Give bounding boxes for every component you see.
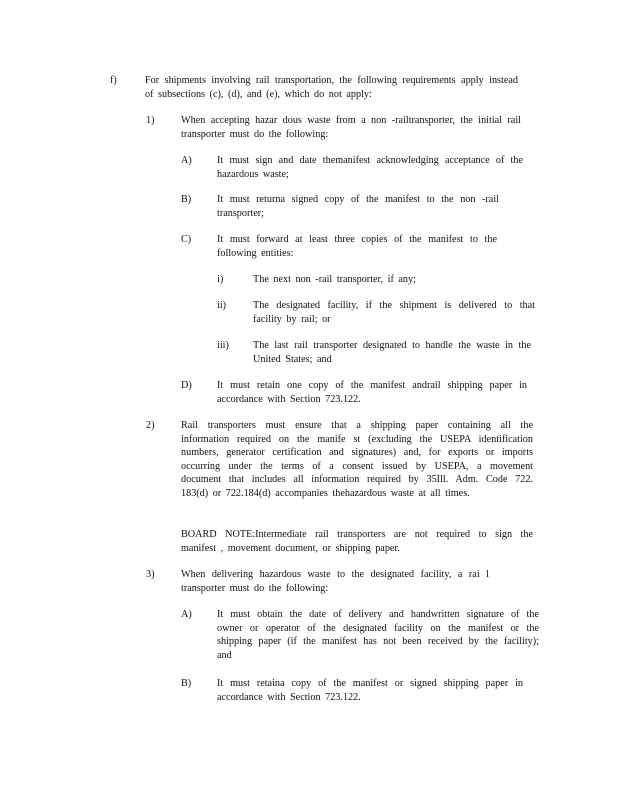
paragraph-1-A-text: It must sign and date themanifest acknowledging acceptance of the hazardous waste; [217,155,523,180]
paragraph-1-C-ii-marker: ii) [217,300,227,311]
paragraph-3-text: When delivering hazardous waste to the designated facility, a rai l transporter must do the following: [181,569,489,594]
paragraph-1-text: When accepting hazar dous waste from a non -railtransporter, the initial rail transporter must do the following: [181,115,521,140]
paragraph-1-C-iii-text: The last rail transporter designated to handle the waste in the United States; and [253,340,531,365]
paragraph-1-marker: 1) [146,115,155,126]
paragraph-3-B-text: It must retaina copy of the manifest or signed shipping paper in accordance with Section 723.122. [217,678,523,703]
paragraph-1-B-text: It must returna signed copy of the manifest to the non -rail transporter; [217,194,499,219]
board-note-text: BOARD NOTE:Intermediate rail transporters are not required to sign the manifest , movement document, or shipping paper. [181,529,533,554]
subsection-f-text: For shipments involving rail transportation, the following requirements apply instead of subsections (c), (d), and (e), which do not apply: [145,75,518,100]
paragraph-1-D-marker: D) [181,380,192,391]
paragraph-1-B-marker: B) [181,194,192,205]
paragraph-1-C-text: It must forward at least three copies of the manifest to the following entities: [217,234,497,259]
subsection-f-marker: f) [110,75,117,86]
paragraph-2-text: Rail transporters must ensure that a shipping paper containing all the information required on the manife st (excluding the USEPA identification numbers, generator certification and signatures) and, for exports or imports occurring under the terms of a consent issued by USEPA, a movement document that includes all information required by 35Ill. Adm. Code 722. 183(d) or 722.184(d) accompanies thehazardous waste at all times. [181,420,533,499]
paragraph-3-A-marker: A) [181,609,192,620]
paragraph-1-C-ii-text: The designated facility, if the shipment is delivered to that facility by rail; or [253,300,535,325]
paragraph-1-D-text: It must retain one copy of the manifest andrail shipping paper in accordance with Section 723.122. [217,380,527,405]
paragraph-2-marker: 2) [146,420,155,431]
paragraph-1-A-marker: A) [181,155,192,166]
paragraph-1-C-marker: C) [181,234,192,245]
paragraph-3-A-text: It must obtain the date of delivery and handwritten signature of the owner or operator of the designated facility on the manifest or the shipping paper (if the manifest has not been received by the facility); and [217,609,539,661]
paragraph-3-marker: 3) [146,569,155,580]
paragraph-1-C-i-marker: i) [217,274,224,285]
paragraph-1-C-iii-marker: iii) [217,340,229,351]
paragraph-3-B-marker: B) [181,678,192,689]
paragraph-1-C-i-text: The next non -rail transporter, if any; [253,274,416,285]
